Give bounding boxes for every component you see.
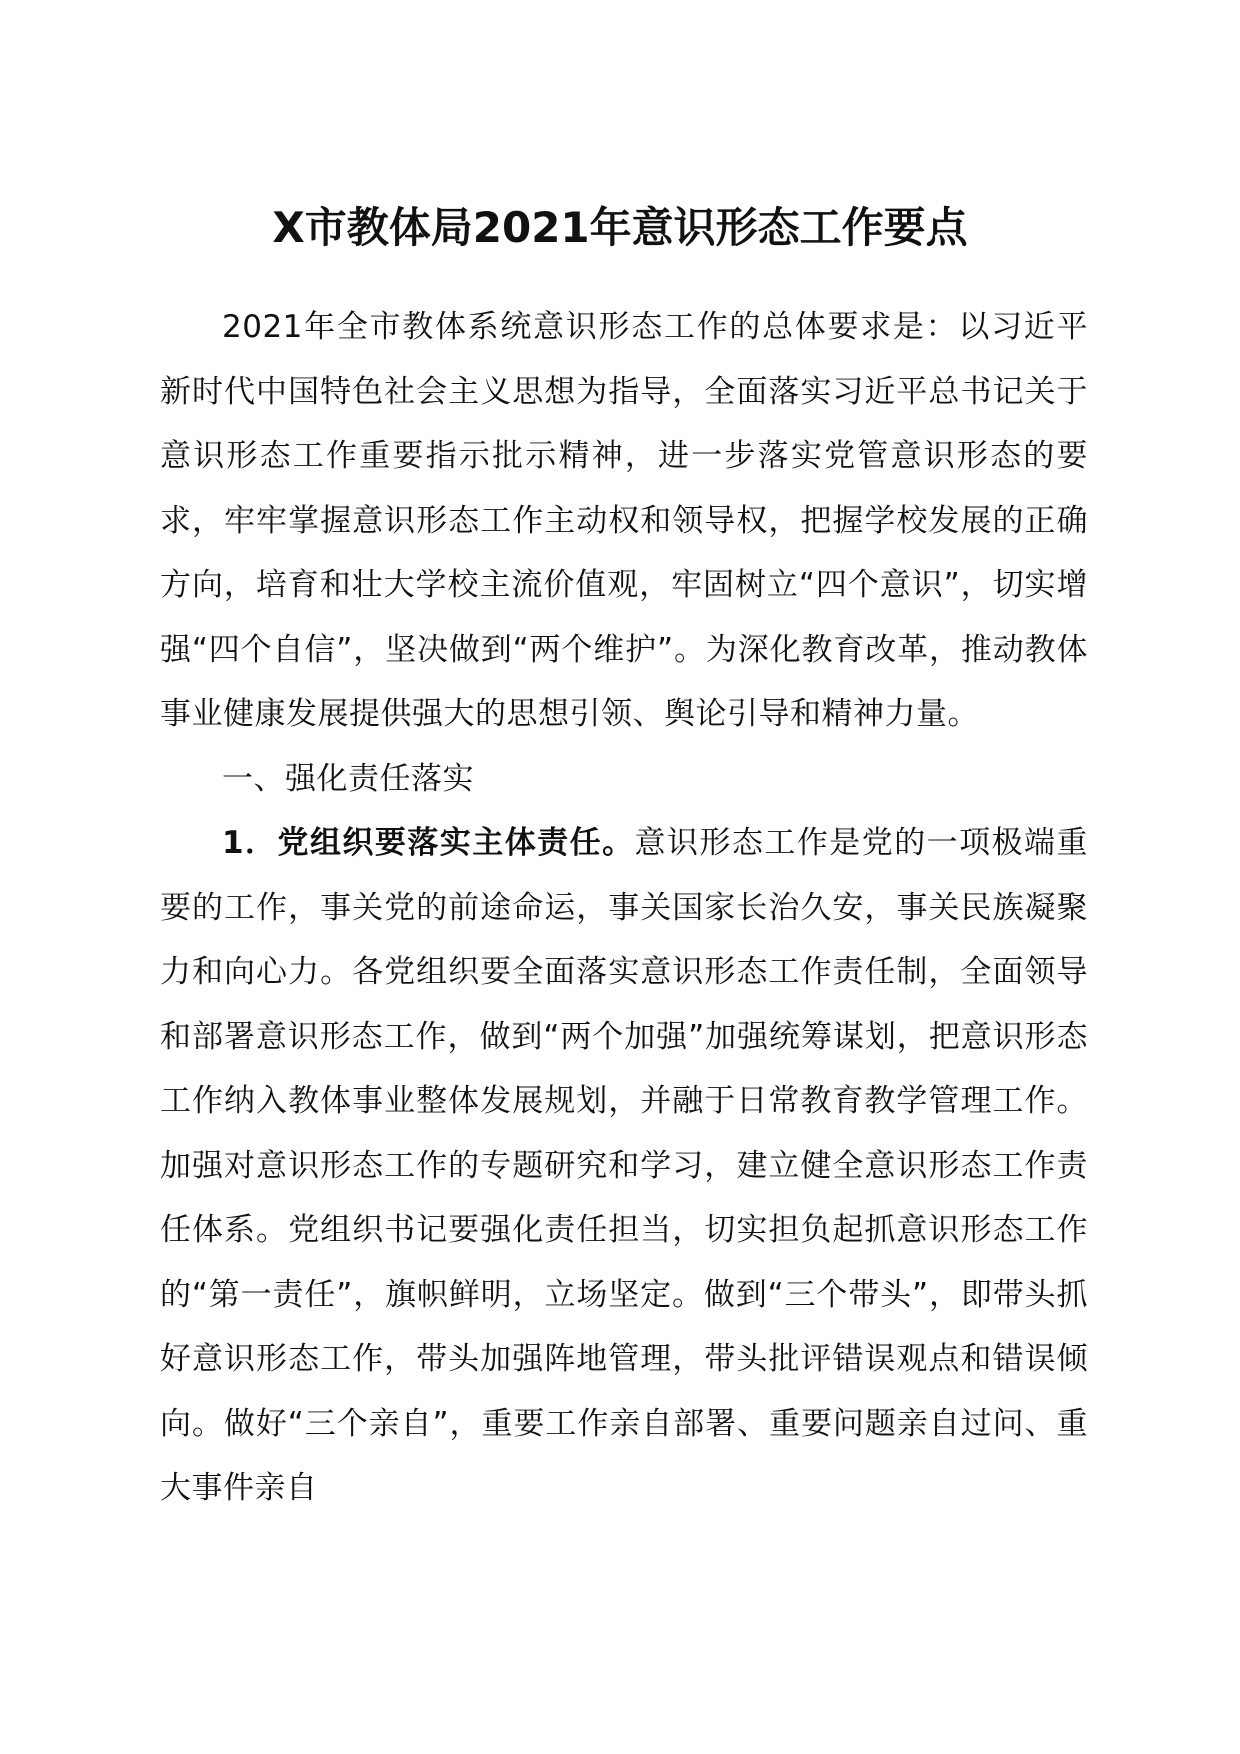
item-title: 1．党组织要落实主体责任。 [222, 825, 635, 861]
document-body [160, 295, 1088, 1521]
item-body: 意识形态工作是党的一项极端重要的工作，事关党的前途命运，事关国家长治久安，事关民族凝聚力和向心力。各党组织要全面落实意识形态工作责任制，全面领导和部署意识形态工作，做到“两个加强”加强统筹谋划，把意识形态工作纳入教体事业整体发展规划，并融于日常教育教学管理工作。加强对意识形态工作的专题研究和学习，建立健全意识形态工作责任体系。党组织书记要强化责任担当，切实担负起抓意识形态工作的“第一责任”，旗帜鲜明，立场坚定。做到“三个带头”，即带头抓好意识形态工作，带头加强阵地管理，带头批评错误观点和错误倾向。做好“三个亲自”，重要工作亲自部署、重要问题亲自过问、重大事件亲自 [160, 825, 1088, 1506]
intro-paragraph: 2021年全市教体系统意识形态工作的总体要求是：以习近平新时代中国特色社会主义思想为指导，全面落实习近平总书记关于意识形态工作重要指示批示精神，进一步落实党管意识形态的要求，牢牢掌握意识形态工作主动权和领导权，把握学校发展的正确方向，培育和壮大学校主流价值观，牢固树立“四个意识”，切实增强“四个自信”，坚决做到“两个维护”。为深化教育改革，推动教体事业健康发展提供强大的思想引领、舆论引导和精神力量。 [160, 309, 1088, 732]
document-title: X市教体局2021年意识形态工作要点 [272, 203, 968, 252]
section-heading: 一、强化责任落实 [222, 760, 474, 797]
item-paragraph [160, 811, 1088, 1521]
